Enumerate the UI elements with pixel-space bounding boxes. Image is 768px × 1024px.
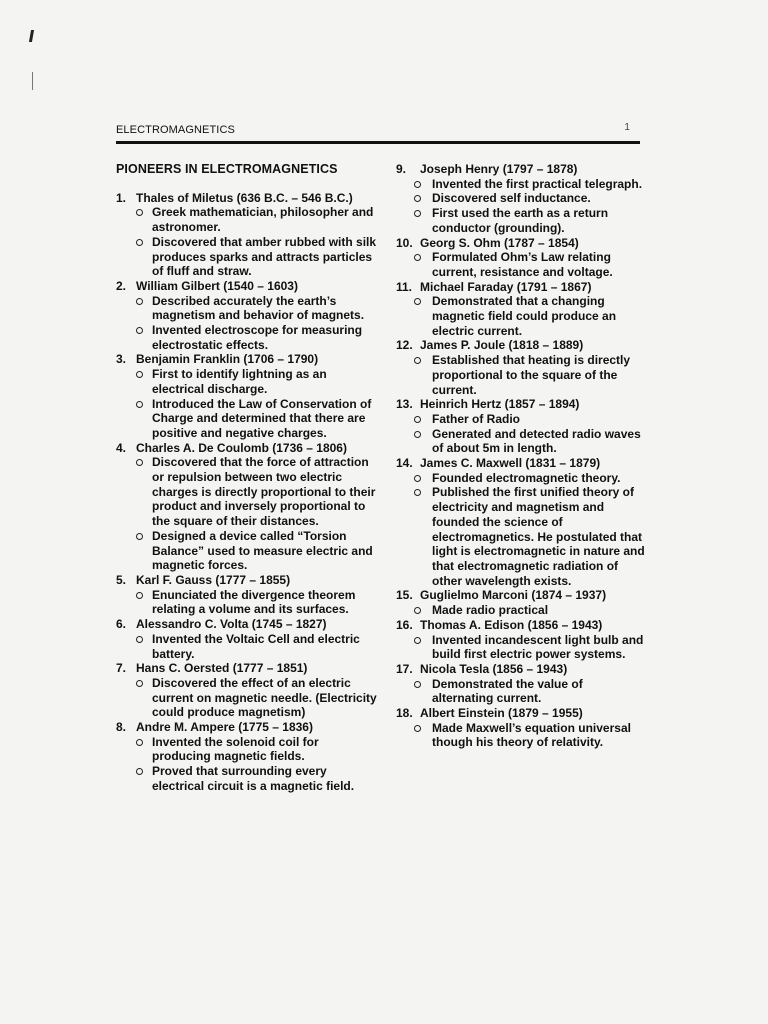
achievement-item	[116, 735, 380, 764]
pioneer-name: Hans C. Oersted (1777 – 1851)	[136, 661, 308, 676]
hollow-bullet-icon	[414, 637, 421, 644]
hollow-bullet-icon	[414, 725, 421, 732]
hollow-bullet-icon	[414, 254, 421, 261]
achievement-text: Invented electroscope for measuring electrostatic effects.	[152, 323, 363, 352]
achievement-text: Discovered that the force of attraction or repulsion between two electric charges is directly proportional to their product and inversely proportional to the square of their distances.	[152, 455, 376, 529]
hollow-bullet-icon	[136, 459, 143, 466]
hollow-bullet-icon	[136, 298, 143, 305]
hollow-bullet-icon	[414, 210, 421, 217]
left-column	[116, 162, 380, 794]
achievement-item	[396, 677, 646, 706]
achievement-text: Demonstrated that a changing magnetic field could produce an electric current.	[432, 294, 617, 338]
pioneer-entry	[116, 191, 380, 206]
entry-number: 12.	[396, 338, 413, 353]
achievement-item	[116, 676, 380, 720]
achievement-text: Generated and detected radio waves of about 5m in length.	[432, 426, 641, 456]
pioneer-name: Alessandro C. Volta (1745 – 1827)	[136, 617, 327, 632]
pioneer-name: Charles A. De Coulomb (1736 – 1806)	[136, 440, 347, 455]
achievement-text: Described accurately the earth’s magnetism and behavior of magnets.	[152, 293, 365, 323]
achievement-item	[116, 397, 380, 441]
pioneer-entry	[396, 162, 646, 177]
pioneer-name: Karl F. Gauss (1777 – 1855)	[136, 572, 291, 587]
pioneer-entry	[396, 397, 646, 412]
pioneer-entry	[116, 720, 380, 735]
entry-number: 16.	[396, 617, 413, 632]
achievement-text: Demonstrated the value of alternating current.	[432, 676, 583, 706]
page-number: 1	[624, 122, 630, 133]
pioneer-entry	[396, 662, 646, 677]
hollow-bullet-icon	[136, 636, 143, 643]
achievement-item	[396, 603, 646, 618]
achievement-item	[116, 764, 380, 793]
achievement-text: Enunciated the divergence theorem relating a volume and its surfaces.	[152, 587, 356, 617]
pioneer-name: Albert Einstein (1879 – 1955)	[420, 706, 583, 721]
hollow-bullet-icon	[136, 680, 143, 687]
pioneer-name: James P. Joule (1818 – 1889)	[420, 338, 584, 353]
achievement-item	[396, 471, 646, 486]
achievement-text: Father of Radio	[432, 411, 521, 426]
entry-number: 1.	[116, 190, 127, 205]
achievement-text: Made Maxwell’s equation universal though his theory of relativity.	[432, 720, 631, 750]
hollow-bullet-icon	[136, 533, 143, 540]
entry-number: 14.	[396, 456, 413, 471]
hollow-bullet-icon	[136, 401, 143, 408]
pioneer-name: Guglielmo Marconi (1874 – 1937)	[420, 588, 607, 603]
achievement-text: Invented the first practical telegraph.	[432, 176, 643, 191]
achievement-text: Designed a device called “Torsion Balance” used to measure electric and magnetic forces.	[152, 528, 373, 573]
achievement-text: Founded electromagnetic theory.	[432, 470, 621, 485]
achievement-text: Introduced the Law of Conservation of Charge and determined that there are positive and negative charges.	[152, 396, 372, 440]
achievement-text: Invented the solenoid coil for producing magnetic fields.	[152, 734, 319, 764]
entry-number: 18.	[396, 706, 413, 721]
entry-number: 10.	[396, 235, 413, 250]
entry-number: 4.	[116, 440, 127, 455]
pioneer-entry	[396, 280, 646, 295]
header-rule	[116, 141, 640, 144]
achievement-item	[116, 529, 380, 573]
achievement-item	[116, 367, 380, 396]
hollow-bullet-icon	[414, 489, 421, 496]
hollow-bullet-icon	[136, 327, 143, 334]
pioneer-name: Thomas A. Edison (1856 – 1943)	[420, 617, 603, 632]
entry-number: 5.	[116, 572, 127, 587]
achievement-item	[396, 294, 646, 338]
achievement-text: Greek mathematician, philosopher and astronomer.	[152, 205, 374, 235]
pioneer-entry	[116, 441, 380, 456]
achievement-text: Published the first unified theory of electricity and magnetism and founded the science of electromagnetics. He postulated that light is electromagnetic in nature and that electromagnetic radiation of other wavelength exists.	[432, 485, 645, 588]
pioneer-name: Michael Faraday (1791 – 1867)	[420, 279, 592, 294]
pioneer-name: Benjamin Franklin (1706 – 1790)	[136, 352, 319, 367]
achievement-text: Invented incandescent light bulb and build first electric power systems.	[432, 632, 644, 662]
achievement-text: Established that heating is directly proportional to the square of the current.	[432, 353, 631, 397]
hollow-bullet-icon	[414, 298, 421, 305]
hollow-bullet-icon	[414, 181, 421, 188]
hollow-bullet-icon	[414, 431, 421, 438]
achievement-item	[396, 633, 646, 662]
pioneer-entry	[396, 588, 646, 603]
pioneer-name: Andre M. Ampere (1775 – 1836)	[136, 720, 313, 735]
achievement-item	[116, 323, 380, 352]
achievement-text: First to identify lightning as an electrical discharge.	[152, 367, 327, 396]
entry-number: 6.	[116, 617, 127, 632]
achievement-item	[116, 455, 380, 529]
pioneer-entry	[116, 617, 380, 632]
hollow-bullet-icon	[136, 371, 143, 378]
entry-number: 3.	[116, 352, 127, 367]
achievement-item	[116, 235, 380, 279]
hollow-bullet-icon	[136, 592, 143, 599]
pioneer-entry	[396, 706, 646, 721]
entry-number: 2.	[116, 278, 127, 293]
pioneer-name: William Gilbert (1540 – 1603)	[136, 278, 298, 293]
achievement-item	[116, 205, 380, 234]
hollow-bullet-icon	[136, 739, 143, 746]
hollow-bullet-icon	[414, 195, 421, 202]
achievement-item	[396, 206, 646, 235]
header-title: ELECTROMAGNETICS	[116, 124, 235, 136]
achievement-item	[116, 632, 380, 661]
achievement-text: Made radio practical	[432, 603, 549, 618]
hollow-bullet-icon	[414, 607, 421, 614]
achievement-text: First used the earth as a return conductor (grounding).	[432, 206, 609, 235]
achievement-text: Discovered self inductance.	[432, 191, 591, 206]
achievement-text: Proved that surrounding every electrical circuit is a magnetic field.	[152, 764, 355, 793]
hollow-bullet-icon	[414, 681, 421, 688]
pioneer-name: Georg S. Ohm (1787 – 1854)	[420, 235, 579, 250]
pioneer-name: Nicola Tesla (1856 – 1943)	[420, 661, 568, 676]
hollow-bullet-icon	[136, 768, 143, 775]
running-header	[116, 124, 640, 136]
hollow-bullet-icon	[414, 475, 421, 482]
achievement-item	[396, 353, 646, 397]
achievement-item	[396, 485, 646, 588]
pioneer-entry	[116, 573, 380, 588]
achievement-item	[396, 191, 646, 206]
pioneer-name: James C. Maxwell (1831 – 1879)	[420, 456, 601, 471]
pioneer-name: Heinrich Hertz (1857 – 1894)	[420, 397, 580, 412]
right-column	[396, 162, 646, 750]
hollow-bullet-icon	[136, 239, 143, 246]
achievement-item	[116, 294, 380, 323]
pioneer-entry	[116, 352, 380, 367]
hollow-bullet-icon	[136, 209, 143, 216]
achievement-text: Discovered the effect of an electric current on magnetic needle. (Electricity could produce magnetism)	[152, 675, 377, 720]
pioneer-entry	[116, 661, 380, 676]
pioneer-entry	[396, 338, 646, 353]
pioneer-entry	[396, 618, 646, 633]
entry-number: 7.	[116, 661, 127, 676]
entry-number: 17.	[396, 661, 413, 676]
scan-mark	[32, 72, 33, 90]
hollow-bullet-icon	[414, 357, 421, 364]
section-title: PIONEERS IN ELECTROMAGNETICS	[116, 162, 338, 176]
pioneer-entry	[116, 279, 380, 294]
pioneer-name: Thales of Miletus (636 B.C. – 546 B.C.)	[136, 190, 353, 205]
pioneer-entry	[396, 236, 646, 251]
entry-number: 9.	[396, 162, 407, 176]
scan-mark	[29, 30, 34, 42]
pioneer-entry	[396, 456, 646, 471]
achievement-text: Formulated Ohm’s Law relating current, resistance and voltage.	[432, 250, 613, 279]
hollow-bullet-icon	[414, 416, 421, 423]
entry-number: 11.	[396, 279, 413, 294]
achievement-text: Discovered that amber rubbed with silk produces sparks and attracts particles of fluff and straw.	[152, 234, 377, 279]
entry-number: 15.	[396, 588, 413, 603]
achievement-item	[396, 177, 646, 192]
entry-number: 8.	[116, 720, 127, 735]
entry-number: 13.	[396, 397, 413, 412]
achievement-item	[116, 588, 380, 617]
achievement-text: Invented the Voltaic Cell and electric battery.	[152, 631, 360, 661]
pioneer-name: Joseph Henry (1797 – 1878)	[420, 162, 578, 176]
achievement-item	[396, 412, 646, 427]
achievement-item	[396, 427, 646, 456]
achievement-item	[396, 721, 646, 750]
achievement-item	[396, 250, 646, 279]
